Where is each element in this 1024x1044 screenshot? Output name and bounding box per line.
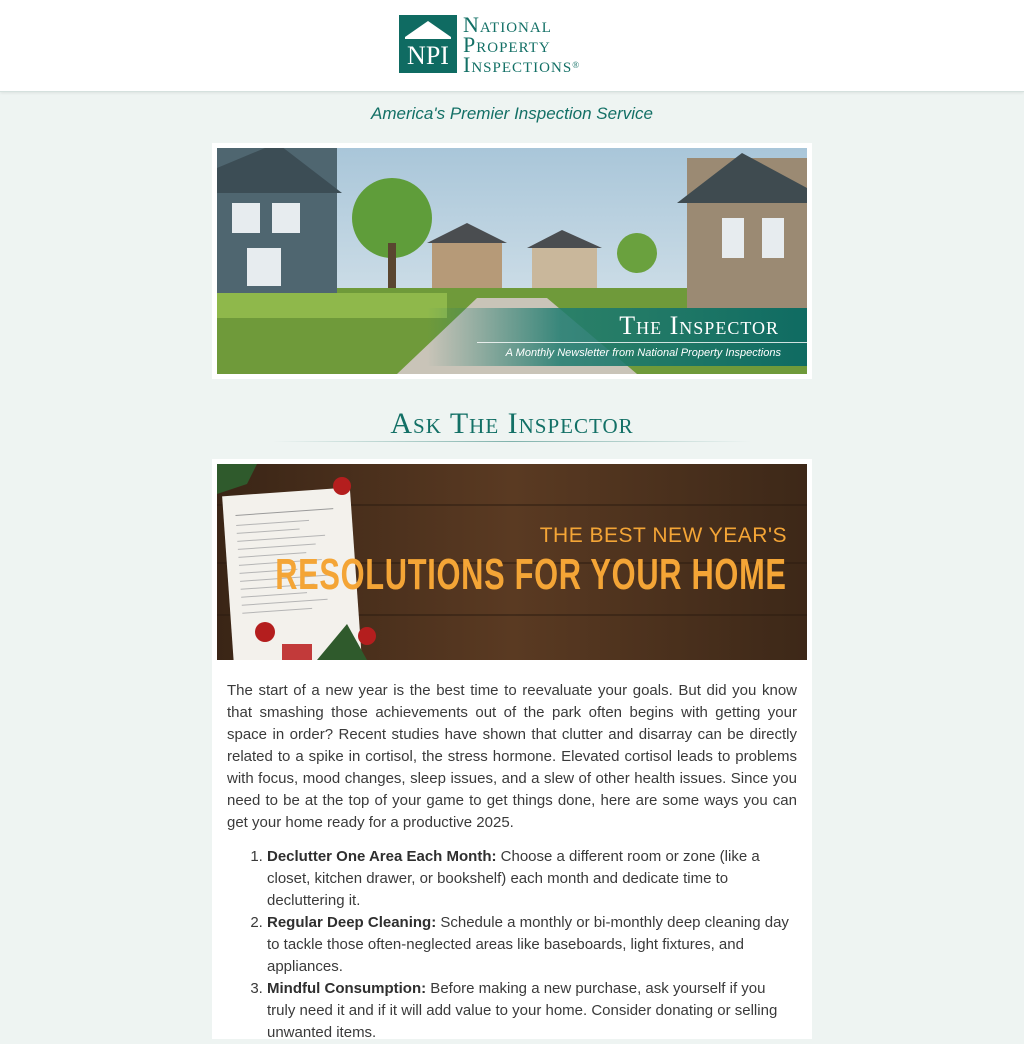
section-divider xyxy=(272,441,752,442)
list-item xyxy=(267,846,797,912)
article-card xyxy=(212,459,812,1039)
npi-logo[interactable] xyxy=(399,12,625,77)
article-banner-image xyxy=(217,464,807,660)
npi-house-logo-icon xyxy=(399,15,457,73)
banner-headline-top: THE BEST NEW YEAR'S xyxy=(539,524,787,547)
newsletter-title: The Inspector xyxy=(619,311,779,340)
hero-banner xyxy=(212,143,812,379)
resolutions-list xyxy=(227,846,797,1044)
list-item-label: Mindful Consumption: xyxy=(267,980,427,997)
list-item xyxy=(267,912,797,978)
logo-wordmark xyxy=(463,12,633,77)
logo-line-national: National xyxy=(463,12,552,37)
newsletter-subtitle: A Monthly Newsletter from National Property Inspections xyxy=(505,347,781,359)
logo-line-inspections-text: Inspections xyxy=(463,52,573,77)
header xyxy=(0,0,1024,92)
list-item-text: Choose a different room or zone (like a closet, kitchen drawer, or bookshelf) each month and dedicate time to decluttering it. xyxy=(267,848,760,909)
list-item-label: Regular Deep Cleaning: xyxy=(267,914,437,931)
registered-mark: ® xyxy=(572,60,581,70)
hero-neighborhood-image xyxy=(217,148,807,374)
tagline: America's Premier Inspection Service xyxy=(371,104,653,123)
list-item xyxy=(267,978,797,1044)
list-item-label: Declutter One Area Each Month: xyxy=(267,848,497,865)
banner-headline-main: RESOLUTIONS FOR YOUR HOME xyxy=(275,550,787,599)
list-item-text: Before making a new purchase, ask yourself if you truly need it and if it will add value to your home. Consider donating or selling unwanted items. xyxy=(267,980,778,1041)
logo-line-property: Property xyxy=(463,32,551,57)
logo-line-inspections xyxy=(463,52,633,77)
section-title: Ask The Inspector xyxy=(390,407,634,440)
article-intro: The start of a new year is the best time to reevaluate your goals. But did you know that smashing those achievements out of the park often begins with getting your space in order? Recent studies have shown that clutter and disarray can be directly related to a spike in cortisol, the stress hormone. Elevated cortisol leads to problems with focus, mood changes, sleep issues, and a slew of other health issues. Since you need to be at the top of your game to get things done, here are some ways you can get your home ready for a productive 2025. xyxy=(227,682,797,831)
logo-monogram: NPI xyxy=(407,41,449,70)
list-item-text: Schedule a monthly or bi-monthly deep cleaning day to tackle those often-neglected areas like baseboards, light fixtures, and appliances. xyxy=(267,914,789,975)
